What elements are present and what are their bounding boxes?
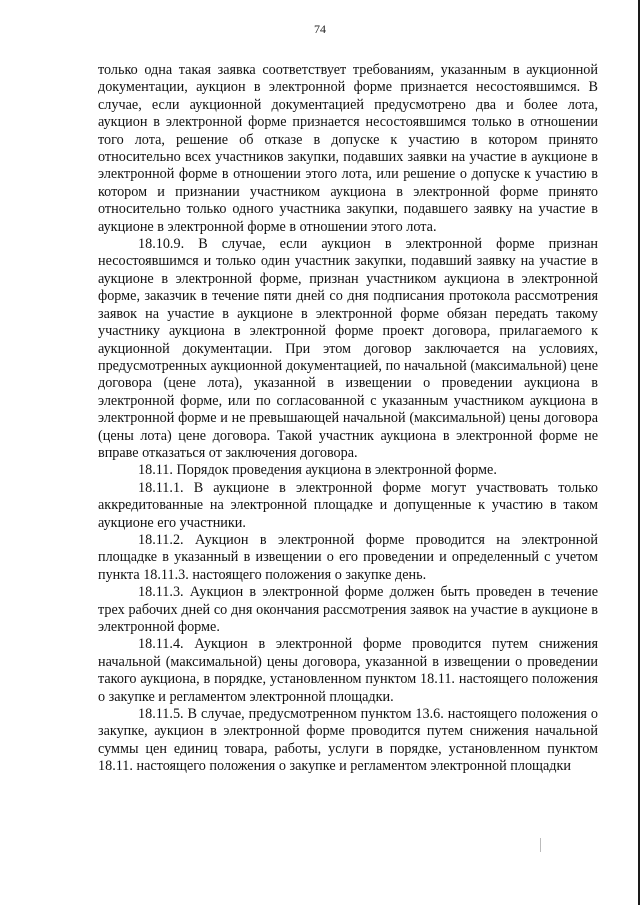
paragraph-18-11-5: 18.11.5. В случае, предусмотренном пунктом 13.6. настоящего положения о закупке, аукцион в электронной форме проводится путем снижения начальной суммы цен единиц товара, работы, услуги в порядке, установленном пунктом 18.11. настоящего положения о закупке и регламентом электронной площадки: [98, 706, 598, 775]
section-heading-18-11: 18.11. Порядок проведения аукциона в электронной форме.: [138, 462, 497, 479]
paragraph-18-11-2: 18.11.2. Аукцион в электронной форме проводится на электронной площадке в указанный в извещении о его проведении и определенный с учетом пункта 18.11.3. настоящего положения о закупке день.: [98, 531, 598, 583]
document-body: [98, 62, 598, 776]
paragraph-18-10-9: 18.10.9. В случае, если аукцион в электронной форме признан несостоявшимся и только один участник закупки, подавший заявку на участие в аукционе в электронной форме, признан участником аукциона в электронной форме, заказчик в течение пяти дней со дня подписания протокола рассмотрения заявок на участие в аукционе в электронной форме обязан передать такому участнику аукциона в электронной форме проект договора, прилагаемого к аукционной документации. При этом договор заключается на условиях, предусмотренных аукционной документацией, по начальной (максимальной) цене договора (цене лота), указанной в извещении о проведении аукциона в электронной форме, или по согласованной с указанным участником аукциона в электронной форме и не превышающей начальной (максимальной) цены договора (цены лота) цене договора. Такой участник аукциона в электронной форме не вправе отказаться от заключения договора.: [98, 236, 598, 461]
paragraph-18-11-1: 18.11.1. В аукционе в электронной форме могут участвовать только аккредитованные на электронной площадке и допущенные к участию в таком аукционе его участники.: [98, 479, 598, 531]
scan-artifact: [540, 838, 541, 852]
paragraph-18-11-3: 18.11.3. Аукцион в электронной форме должен быть проведен в течение трех рабочих дней со дня окончания рассмотрения заявок на участие в аукционе в электронной форме.: [98, 584, 598, 635]
page-number: 74: [314, 22, 326, 36]
paragraph-continuation: только одна такая заявка соответствует требованиям, указанным в аукционной документации, аукцион в электронной форме признается несостоявшимся. В случае, если аукционной документацией предусмотрено два и более лота, аукцион в электронной форме признается несостоявшимся только в отношении того лота, решение об отказе в допуске к участию в котором принято относительно всех участников закупки, подавших заявки на участие в аукционе в электронной форме в отношении этого лота, или решение о допуске к участию в котором и признании участником аукциона в электронной форме принято относительно только одного участника закупки, подавшего заявку на участие в аукционе в электронной форме в отношении этого лота.: [98, 62, 598, 235]
paragraph-18-11-4: 18.11.4. Аукцион в электронной форме проводится путем снижения начальной (максимальной) цены договора, указанной в извещении о проведении такого аукциона, в порядке, установленном пунктом 18.11. настоящего положения о закупке и регламентом электронной площадки.: [98, 636, 598, 705]
